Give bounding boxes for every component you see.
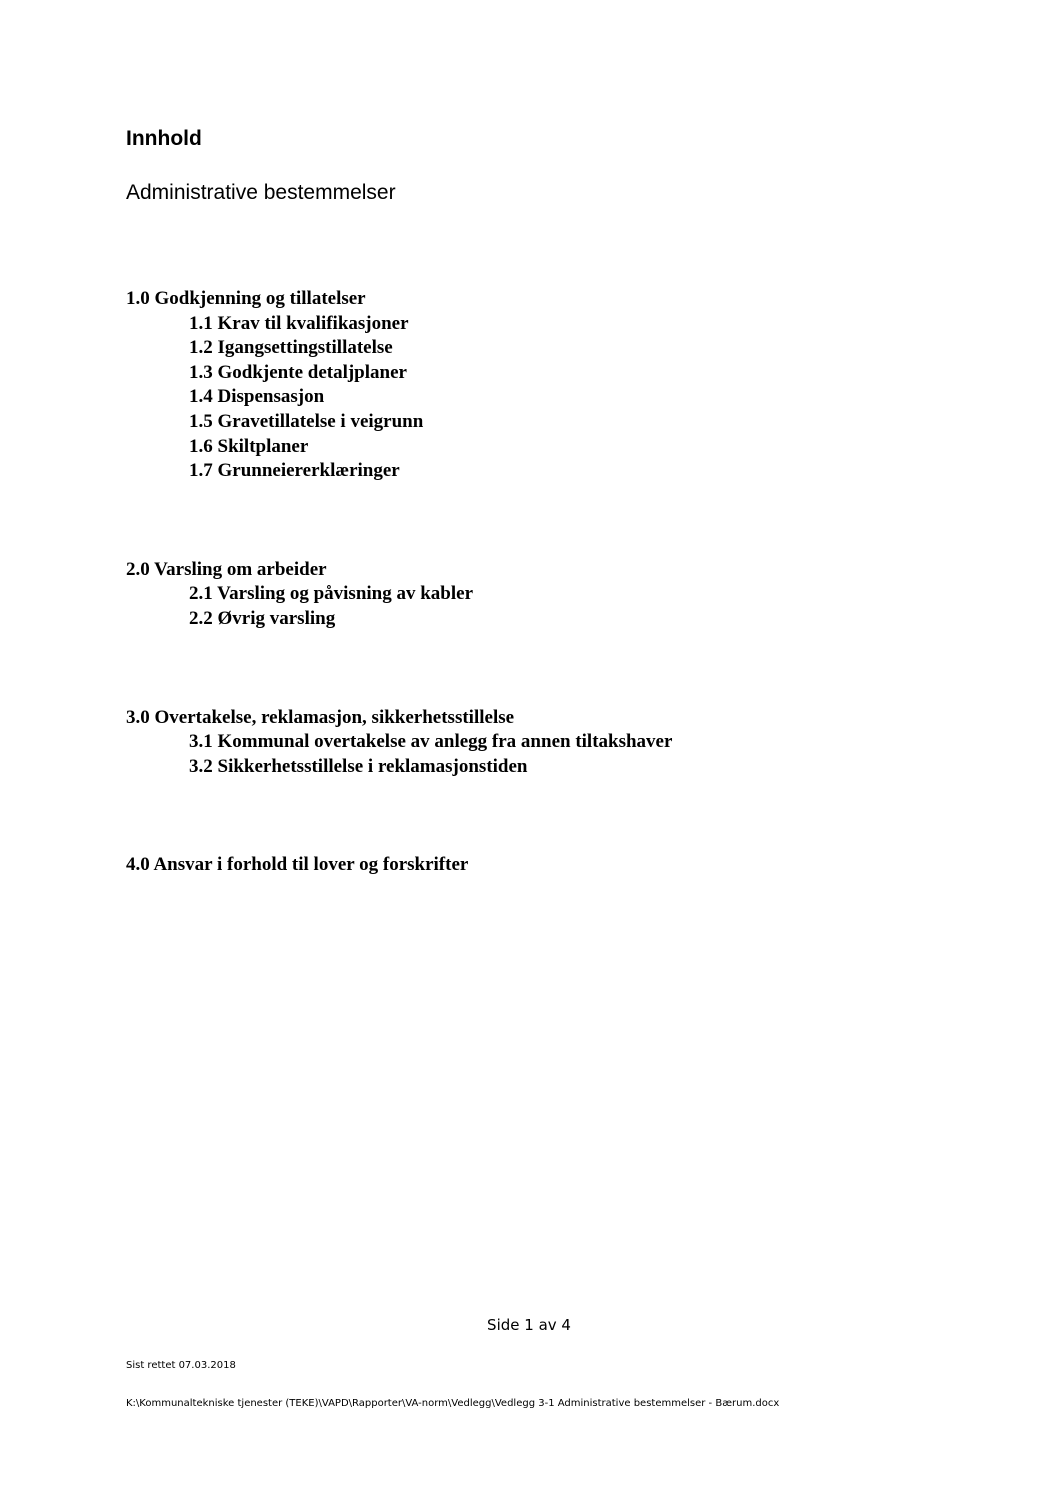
toc-item-2-1: 2.1 Varsling og påvisning av kabler	[189, 583, 474, 605]
toc-section-2	[126, 558, 946, 632]
document-subtitle: Administrative bestemmelser	[126, 181, 396, 204]
toc-item-3-1: 3.1 Kommunal overtakelse av anlegg fra annen tiltakshaver	[189, 731, 673, 753]
toc-section-3	[126, 706, 946, 780]
footer-last-edited: Sist rettet 07.03.2018	[126, 1360, 236, 1371]
toc-heading-1-0: 1.0 Godkjenning og tillatelser	[126, 288, 366, 309]
document-title: Innhold	[126, 127, 202, 150]
toc-item-3-2: 3.2 Sikkerhetsstillelse i reklamasjonstiden	[189, 755, 528, 777]
toc-item-1-7: 1.7 Grunneiererklæringer	[189, 460, 400, 482]
toc-item-1-2: 1.2 Igangsettingstillatelse	[189, 337, 393, 359]
toc-heading-2-0: 2.0 Varsling om arbeider	[126, 558, 327, 580]
toc-section-4	[126, 853, 946, 878]
toc-item-1-5: 1.5 Gravetillatelse i veigrunn	[189, 410, 424, 432]
toc-heading-3-0: 3.0 Overtakelse, reklamasjon, sikkerhetsstillelse	[126, 706, 515, 728]
footer-file-path: K:\Kommunaltekniske tjenester (TEKE)\VAPD\Rapporter\VA-norm\Vedlegg\Vedlegg 3-1 Administrative bestemmelser - Bærum.docx	[126, 1398, 780, 1409]
toc-item-1-1: 1.1 Krav til kvalifikasjoner	[189, 312, 409, 334]
toc-item-2-2: 2.2 Øvrig varsling	[189, 607, 336, 629]
toc-item-1-6: 1.6 Skiltplaner	[189, 435, 309, 457]
table-of-contents	[126, 287, 946, 878]
toc-item-1-3: 1.3 Godkjente detaljplaner	[189, 361, 407, 383]
toc-heading-4-0: 4.0 Ansvar i forhold til lover og forskrifter	[126, 854, 469, 876]
toc-section-1	[126, 287, 946, 484]
toc-item-1-4: 1.4 Dispensasjon	[189, 386, 325, 408]
page-number: Side 1 av 4	[487, 1316, 571, 1334]
